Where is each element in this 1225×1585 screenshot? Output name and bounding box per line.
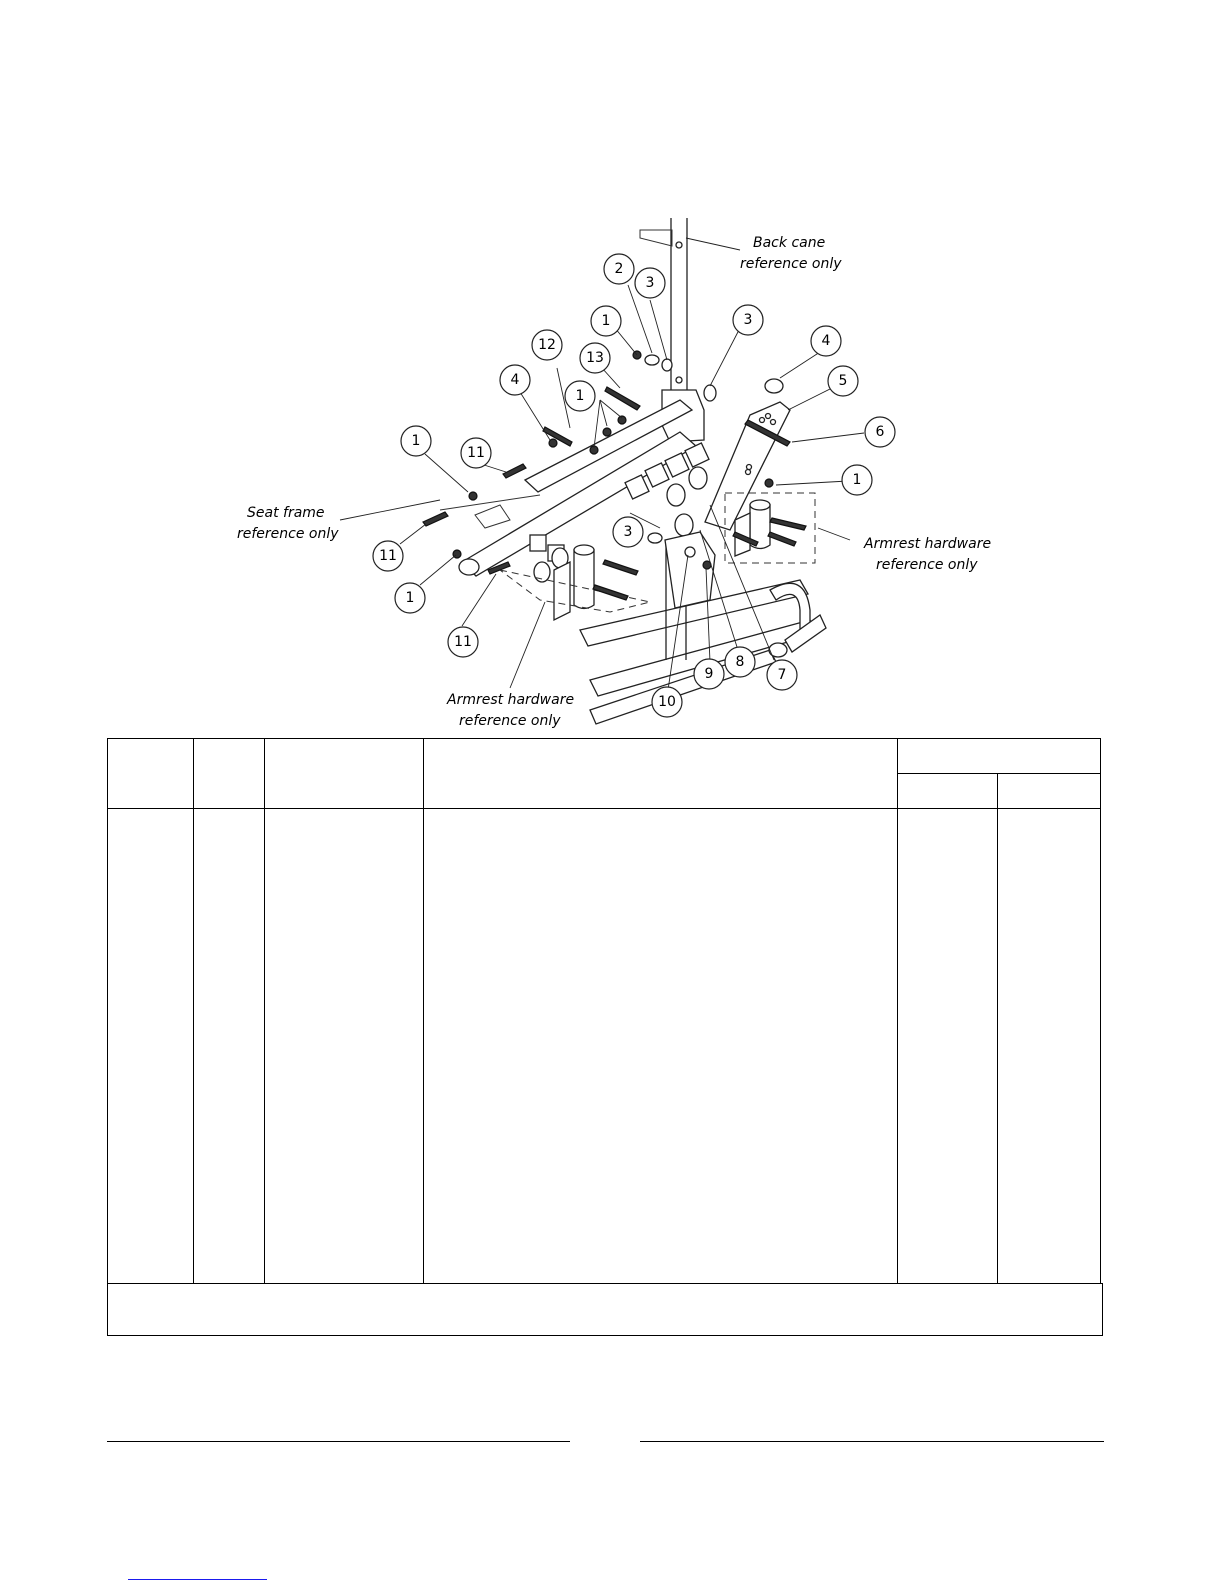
subheader-divider <box>897 773 1101 774</box>
svg-text:9: 9 <box>704 666 714 682</box>
header-divider <box>107 808 1101 809</box>
svg-text:12: 12 <box>538 337 556 353</box>
svg-text:1: 1 <box>405 590 415 606</box>
armrest-hardware-right-reference-label <box>863 536 991 573</box>
svg-text:reference only: reference only <box>876 557 978 573</box>
callout-9 <box>694 659 724 689</box>
table-border-right <box>1100 738 1101 1283</box>
svg-text:7: 7 <box>777 667 787 683</box>
svg-text:13: 13 <box>586 350 604 366</box>
seat-frame <box>440 400 696 576</box>
column-divider-4 <box>897 738 898 1283</box>
callout-11-top <box>461 438 491 468</box>
back-cane-reference-label <box>740 235 842 272</box>
callout-8 <box>725 647 755 677</box>
column-divider-2 <box>264 738 265 1283</box>
footer-right-rule <box>640 1441 1104 1442</box>
callout-1-lower-left <box>395 583 425 613</box>
seat-frame-reference-label <box>237 505 339 542</box>
svg-text:6: 6 <box>875 424 885 440</box>
callout-4-right <box>811 326 841 356</box>
svg-text:11: 11 <box>379 548 397 564</box>
callout-1-right <box>842 465 872 495</box>
table-border-left <box>107 738 108 1336</box>
svg-text:reference only: reference only <box>237 526 339 542</box>
callout-10 <box>652 687 682 717</box>
svg-text:Armrest hardware: Armrest hardware <box>447 692 575 708</box>
callout-7 <box>767 660 797 690</box>
table-border-top <box>107 738 1101 739</box>
footer-left-rule <box>107 1441 570 1442</box>
callout-6 <box>865 417 895 447</box>
callout-4-left <box>500 365 530 395</box>
callout-13 <box>580 343 610 373</box>
footer-link-underline[interactable] <box>128 1579 267 1580</box>
svg-text:1: 1 <box>411 433 421 449</box>
callout-3-middle <box>613 517 643 547</box>
svg-text:3: 3 <box>743 312 753 328</box>
svg-text:8: 8 <box>735 654 745 670</box>
svg-text:reference only: reference only <box>459 713 561 729</box>
svg-text:Seat frame: Seat frame <box>247 505 325 521</box>
callout-1-top <box>591 306 621 336</box>
note-border-right <box>1102 1283 1103 1336</box>
column-divider-3 <box>423 738 424 1283</box>
exploded-assembly-diagram <box>210 210 1010 740</box>
svg-text:10: 10 <box>658 694 676 710</box>
svg-text:11: 11 <box>467 445 485 461</box>
svg-text:2: 2 <box>614 261 624 277</box>
callout-11-left <box>373 541 403 571</box>
callout-2 <box>604 254 634 284</box>
svg-text:4: 4 <box>821 333 831 349</box>
svg-text:5: 5 <box>838 373 848 389</box>
note-divider <box>107 1283 1103 1284</box>
svg-text:1: 1 <box>575 388 585 404</box>
svg-text:3: 3 <box>645 275 655 291</box>
callout-12 <box>532 330 562 360</box>
svg-text:reference only: reference only <box>740 256 842 272</box>
svg-text:Back cane: Back cane <box>753 235 826 251</box>
svg-text:1: 1 <box>601 313 611 329</box>
callout-1-upper-left <box>401 426 431 456</box>
svg-text:Armrest hardware: Armrest hardware <box>864 536 992 552</box>
armrest-receiver-bottom <box>500 545 650 620</box>
svg-text:11: 11 <box>454 634 472 650</box>
callout-11-bottom <box>448 627 478 657</box>
parts-list-table <box>107 738 1101 1336</box>
callout-1-group <box>565 381 595 411</box>
column-divider-1 <box>193 738 194 1283</box>
column-divider-5 <box>997 773 998 1283</box>
svg-text:4: 4 <box>510 372 520 388</box>
armrest-hardware-bottom-reference-label <box>446 692 574 729</box>
table-border-bottom <box>107 1335 1103 1336</box>
callout-3-top <box>635 268 665 298</box>
callout-5 <box>828 366 858 396</box>
leader-lines <box>340 238 864 690</box>
svg-text:1: 1 <box>852 472 862 488</box>
callout-3-upper-right <box>733 305 763 335</box>
svg-text:3: 3 <box>623 524 633 540</box>
